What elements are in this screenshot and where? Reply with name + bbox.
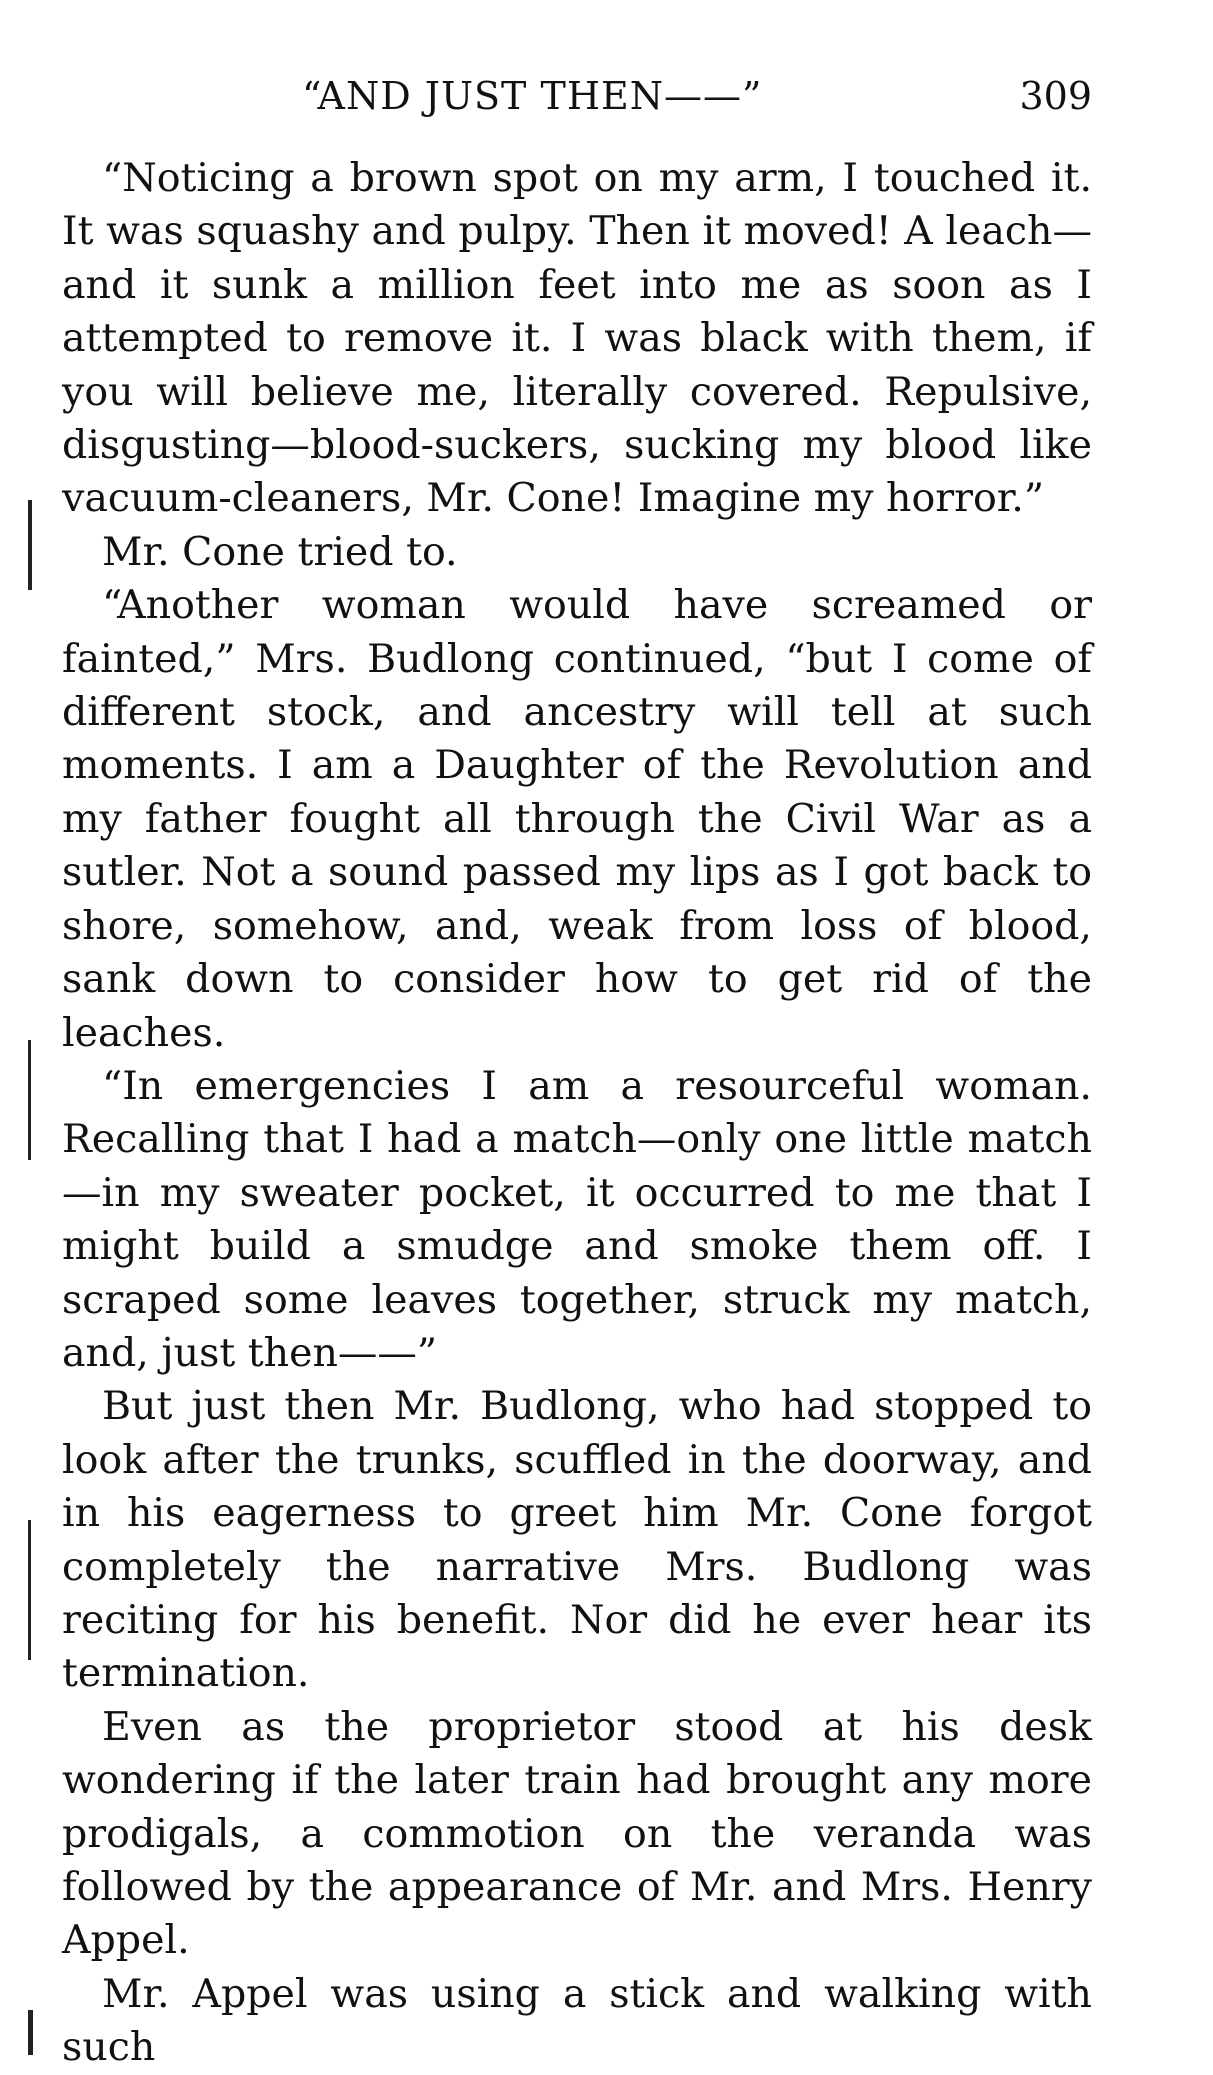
left-margin-rule	[28, 2010, 33, 2055]
paragraph: Even as the proprietor stood at his desk wondering if the later train had brought any more prodigals, a commotion on the veranda was followed by the appearance of Mr. and Mrs. Henry Appel.	[62, 1703, 1092, 1964]
paragraph: “Noticing a brown spot on my arm, I touched it. It was squashy and pulpy. Then it moved! A leach—and it sunk a million feet into me as soon as I attempted to remove it. I was black with them, if you will believe me, literally covered. Repulsive, disgusting—blood-suckers, sucking my blood like vacuum-cleaners, Mr. Cone! Imagine my horror.”	[62, 155, 1092, 522]
paragraph: Mr. Cone tried to.	[102, 528, 458, 575]
paragraph: “Another woman would have screamed or fainted,” Mrs. Budlong continued, “but I come of different stock, and ancestry will tell at such moments. I am a Daughter of the Revolution and my father fought all through the Civil War as a sutler. Not a sound passed my lips as I got back to shore, somehow, and, weak from loss of blood, sank down to consider how to get rid of the leaches.	[62, 582, 1092, 1056]
paragraph: But just then Mr. Budlong, who had stopped to look after the trunks, scuffled in the doorway, and in his eagerness to greet him Mr. Cone forgot completely the narrative Mrs. Budlong was reciting for his benefit. Nor did he ever hear its termination.	[62, 1383, 1092, 1697]
paragraph: Mr. Appel was using a stick and walking with such	[62, 1970, 1092, 2071]
running-title: “AND JUST THEN——”	[302, 74, 763, 118]
book-page	[62, 66, 1092, 2075]
page-number: 309	[1019, 74, 1092, 118]
left-margin-rule	[28, 1040, 31, 1160]
body-text	[62, 152, 1092, 2075]
paragraph: “In emergencies I am a resourceful woman. Recalling that I had a match—only one little match—in my sweater pocket, it occurred to me that I might build a smudge and smoke them off. I scraped some leaves together, struck my match, and, just then——”	[62, 1062, 1092, 1376]
running-header	[62, 66, 1092, 126]
left-margin-rule	[28, 1520, 31, 1660]
left-margin-rule	[28, 500, 32, 590]
